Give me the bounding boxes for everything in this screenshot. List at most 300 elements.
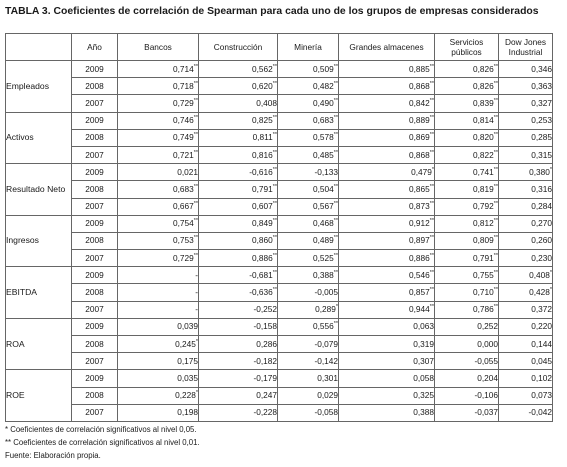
table-row xyxy=(6,95,553,112)
coefficient-value: 0,620 xyxy=(251,80,273,91)
coefficient-value: 0,718 xyxy=(172,80,194,91)
coefficient-value: 0,021 xyxy=(177,166,198,177)
coefficient-value: 0,683 xyxy=(312,115,334,126)
value-cell xyxy=(199,61,278,78)
header-empty xyxy=(6,34,72,61)
significance-marker: ** xyxy=(429,304,434,311)
significance-marker: ** xyxy=(193,149,198,156)
significance-marker: ** xyxy=(272,115,277,122)
value-cell xyxy=(339,215,435,232)
significance-marker: ** xyxy=(272,149,277,156)
value-cell xyxy=(118,370,199,387)
significance-marker: ** xyxy=(193,63,198,70)
coefficient-value: 0,175 xyxy=(177,355,198,366)
coefficient-value: 0,253 xyxy=(531,115,552,126)
coefficient-value: 0,889 xyxy=(408,115,430,126)
value-cell xyxy=(199,146,278,163)
significance-marker: ** xyxy=(493,184,498,191)
table-body xyxy=(6,61,553,422)
coefficient-value: 0,562 xyxy=(251,63,273,74)
coefficient-value: 0,307 xyxy=(413,355,434,366)
coefficient-value: 0,842 xyxy=(408,97,430,108)
value-cell xyxy=(199,129,278,146)
year-cell: 2007 xyxy=(72,250,118,267)
significance-marker: ** xyxy=(333,98,338,105)
group-label: Resultado Neto xyxy=(6,164,72,216)
value-cell xyxy=(435,232,499,249)
significance-marker: ** xyxy=(429,252,434,259)
significance-marker: ** xyxy=(272,218,277,225)
coefficient-value: 0,869 xyxy=(408,132,430,143)
coefficient-value: 0,485 xyxy=(312,149,334,160)
value-cell xyxy=(435,61,499,78)
coefficient-value: -0,037 xyxy=(474,407,498,418)
value-cell xyxy=(278,198,339,215)
significance-marker: ** xyxy=(333,115,338,122)
significance-marker: ** xyxy=(193,218,198,225)
value-cell xyxy=(435,284,499,301)
value-cell xyxy=(278,370,339,387)
year-cell: 2007 xyxy=(72,95,118,112)
table-row xyxy=(6,284,553,301)
significance-marker: * xyxy=(549,270,552,277)
coefficient-value: 0,912 xyxy=(408,218,430,229)
correlation-table xyxy=(5,33,553,422)
coefficient-value: -0,636 xyxy=(249,287,273,298)
significance-marker: ** xyxy=(193,115,198,122)
value-cell xyxy=(118,181,199,198)
coefficient-value: 0,714 xyxy=(172,63,194,74)
table-row xyxy=(6,353,553,370)
significance-marker: ** xyxy=(429,235,434,242)
coefficient-value: 0,509 xyxy=(312,63,334,74)
value-cell xyxy=(278,353,339,370)
group-label: Ingresos xyxy=(6,215,72,267)
value-cell xyxy=(199,387,278,404)
significance-marker: ** xyxy=(333,63,338,70)
value-cell xyxy=(118,353,199,370)
value-cell xyxy=(118,61,199,78)
group-label: EBITDA xyxy=(6,267,72,319)
coefficient-value: 0,220 xyxy=(531,321,552,332)
coefficient-value: 0,327 xyxy=(531,97,552,108)
coefficient-value: 0,791 xyxy=(251,183,273,194)
value-cell xyxy=(118,112,199,129)
coefficient-value: 0,578 xyxy=(312,132,334,143)
coefficient-value: - xyxy=(195,287,198,298)
significance-marker: ** xyxy=(493,235,498,242)
value-cell xyxy=(199,112,278,129)
table-title-text: Coeficientes de correlación de Spearman para cada uno de los grupos de empresas considerados xyxy=(53,6,539,17)
coefficient-value: 0,868 xyxy=(408,149,430,160)
coefficient-value: 0,868 xyxy=(408,80,430,91)
coefficient-value: 0,826 xyxy=(472,63,494,74)
significance-marker: ** xyxy=(429,81,434,88)
significance-marker: ** xyxy=(493,149,498,156)
year-cell: 2009 xyxy=(72,61,118,78)
value-cell xyxy=(339,232,435,249)
coefficient-value: 0,944 xyxy=(408,304,430,315)
header-cell: Año xyxy=(72,34,118,61)
coefficient-value: 0,885 xyxy=(408,63,430,74)
value-cell xyxy=(118,129,199,146)
value-cell xyxy=(199,215,278,232)
value-cell xyxy=(278,61,339,78)
significance-marker: ** xyxy=(193,98,198,105)
value-cell xyxy=(435,336,499,353)
coefficient-value: 0,860 xyxy=(251,235,273,246)
coefficient-value: 0,811 xyxy=(252,132,273,143)
coefficient-value: 0,683 xyxy=(172,183,194,194)
table-row xyxy=(6,370,553,387)
value-cell xyxy=(499,164,553,181)
value-cell xyxy=(199,181,278,198)
value-cell xyxy=(278,387,339,404)
coefficient-value: 0,710 xyxy=(472,287,494,298)
coefficient-value: 0,408 xyxy=(529,269,550,280)
significance-marker: ** xyxy=(429,184,434,191)
coefficient-value: 0,822 xyxy=(472,149,494,160)
coefficient-value: 0,729 xyxy=(172,97,194,108)
value-cell xyxy=(118,95,199,112)
group-label: Empleados xyxy=(6,61,72,113)
value-cell xyxy=(278,267,339,284)
coefficient-value: -0,228 xyxy=(253,407,277,418)
footnotes xyxy=(5,423,200,462)
coefficient-value: 0,607 xyxy=(251,201,273,212)
value-cell xyxy=(278,301,339,318)
value-cell xyxy=(499,129,553,146)
value-cell xyxy=(278,78,339,95)
significance-marker: ** xyxy=(193,252,198,259)
coefficient-value: 0,746 xyxy=(172,115,194,126)
table-row xyxy=(6,387,553,404)
value-cell xyxy=(339,284,435,301)
significance-marker: ** xyxy=(493,98,498,105)
value-cell xyxy=(278,250,339,267)
coefficient-value: 0,388 xyxy=(413,407,434,418)
group-label: Activos xyxy=(6,112,72,164)
significance-marker: ** xyxy=(193,235,198,242)
significance-marker: ** xyxy=(493,132,498,139)
coefficient-value: 0,865 xyxy=(408,183,430,194)
coefficient-value: 0,754 xyxy=(172,218,194,229)
value-cell xyxy=(199,284,278,301)
value-cell xyxy=(199,198,278,215)
value-cell xyxy=(199,404,278,421)
value-cell xyxy=(199,78,278,95)
value-cell xyxy=(339,250,435,267)
significance-marker: ** xyxy=(493,218,498,225)
table-title xyxy=(5,6,562,17)
value-cell xyxy=(435,78,499,95)
significance-marker: ** xyxy=(429,132,434,139)
coefficient-value: -0,079 xyxy=(314,338,338,349)
value-cell xyxy=(118,318,199,335)
value-cell xyxy=(435,318,499,335)
coefficient-value: 0,000 xyxy=(477,338,498,349)
coefficient-value: 0,792 xyxy=(472,201,494,212)
significance-marker: ** xyxy=(193,201,198,208)
value-cell xyxy=(278,112,339,129)
table-row xyxy=(6,250,553,267)
coefficient-value: 0,316 xyxy=(531,183,552,194)
value-cell xyxy=(435,267,499,284)
value-cell xyxy=(199,232,278,249)
coefficient-value: 0,285 xyxy=(531,132,552,143)
table-row xyxy=(6,146,553,163)
value-cell xyxy=(199,301,278,318)
coefficient-value: -0,055 xyxy=(474,355,498,366)
value-cell xyxy=(118,267,199,284)
significance-marker: ** xyxy=(333,252,338,259)
coefficient-value: 0,667 xyxy=(172,201,194,212)
coefficient-value: 0,252 xyxy=(477,321,498,332)
coefficient-value: 0,741 xyxy=(472,166,494,177)
value-cell xyxy=(339,387,435,404)
significance-marker: ** xyxy=(193,184,198,191)
coefficient-value: 0,873 xyxy=(408,201,430,212)
significance-marker: ** xyxy=(429,218,434,225)
significance-marker: ** xyxy=(272,235,277,242)
coefficient-value: 0,504 xyxy=(312,183,334,194)
value-cell xyxy=(278,181,339,198)
value-cell xyxy=(499,387,553,404)
significance-marker: ** xyxy=(333,321,338,328)
coefficient-value: 0,819 xyxy=(472,183,494,194)
header-cell: Minería xyxy=(278,34,339,61)
header-row xyxy=(6,34,553,61)
value-cell xyxy=(118,336,199,353)
value-cell xyxy=(278,232,339,249)
coefficient-value: 0,490 xyxy=(312,97,334,108)
value-cell xyxy=(435,370,499,387)
coefficient-value: -0,005 xyxy=(314,287,338,298)
coefficient-value: 0,729 xyxy=(172,252,194,263)
value-cell xyxy=(199,95,278,112)
coefficient-value: 0,380 xyxy=(529,166,550,177)
coefficient-value: 0,816 xyxy=(251,149,273,160)
value-cell xyxy=(118,164,199,181)
significance-marker: ** xyxy=(333,270,338,277)
coefficient-value: 0,786 xyxy=(472,304,494,315)
value-cell xyxy=(499,198,553,215)
significance-marker: ** xyxy=(429,115,434,122)
value-cell xyxy=(199,250,278,267)
year-cell: 2008 xyxy=(72,232,118,249)
value-cell xyxy=(278,164,339,181)
coefficient-value: 0,319 xyxy=(413,338,434,349)
value-cell xyxy=(435,387,499,404)
value-cell xyxy=(118,78,199,95)
year-cell: 2008 xyxy=(72,78,118,95)
coefficient-value: 0,346 xyxy=(531,63,552,74)
significance-marker: ** xyxy=(193,81,198,88)
value-cell xyxy=(499,146,553,163)
coefficient-value: 0,408 xyxy=(256,97,277,108)
significance-marker: ** xyxy=(272,166,277,173)
significance-marker: ** xyxy=(493,270,498,277)
value-cell xyxy=(435,112,499,129)
significance-marker: ** xyxy=(272,81,277,88)
coefficient-value: 0,270 xyxy=(531,218,552,229)
significance-marker: ** xyxy=(493,166,498,173)
value-cell xyxy=(278,215,339,232)
value-cell xyxy=(118,404,199,421)
value-cell xyxy=(339,336,435,353)
significance-marker: ** xyxy=(429,201,434,208)
table-row xyxy=(6,198,553,215)
value-cell xyxy=(435,198,499,215)
coefficient-value: 0,289 xyxy=(315,304,336,315)
header-cell: Bancos xyxy=(118,34,199,61)
significance-marker: ** xyxy=(493,115,498,122)
significance-marker: ** xyxy=(333,81,338,88)
value-cell xyxy=(118,146,199,163)
significance-marker: ** xyxy=(493,81,498,88)
coefficient-value: 0,428 xyxy=(529,287,550,298)
value-cell xyxy=(339,78,435,95)
significance-marker: ** xyxy=(493,63,498,70)
coefficient-value: 0,286 xyxy=(256,338,277,349)
coefficient-value: 0,284 xyxy=(531,201,552,212)
coefficient-value: 0,245 xyxy=(175,338,196,349)
coefficient-value: 0,372 xyxy=(531,304,552,315)
table-row xyxy=(6,318,553,335)
significance-marker: ** xyxy=(429,98,434,105)
value-cell xyxy=(499,61,553,78)
coefficient-value: -0,681 xyxy=(249,269,273,280)
coefficient-value: 0,247 xyxy=(256,390,277,401)
value-cell xyxy=(435,353,499,370)
value-cell xyxy=(339,95,435,112)
table-row xyxy=(6,267,553,284)
coefficient-value: 0,482 xyxy=(312,80,334,91)
coefficient-value: 0,029 xyxy=(317,390,338,401)
header-cell: Construcción xyxy=(199,34,278,61)
value-cell xyxy=(118,215,199,232)
value-cell xyxy=(435,215,499,232)
year-cell: 2007 xyxy=(72,198,118,215)
value-cell xyxy=(339,181,435,198)
coefficient-value: 0,755 xyxy=(472,269,494,280)
value-cell xyxy=(339,301,435,318)
value-cell xyxy=(278,336,339,353)
value-cell xyxy=(499,336,553,353)
coefficient-value: -0,133 xyxy=(314,166,338,177)
source-note: Fuente: Elaboración propia. xyxy=(5,451,101,460)
year-cell: 2008 xyxy=(72,336,118,353)
value-cell xyxy=(339,353,435,370)
coefficient-value: -0,142 xyxy=(314,355,338,366)
year-cell: 2008 xyxy=(72,387,118,404)
year-cell: 2008 xyxy=(72,129,118,146)
significance-marker: * xyxy=(549,166,552,173)
coefficient-value: -0,042 xyxy=(528,407,552,418)
value-cell xyxy=(339,61,435,78)
value-cell xyxy=(278,95,339,112)
coefficient-value: 0,315 xyxy=(531,149,552,160)
value-cell xyxy=(499,95,553,112)
significance-marker: * xyxy=(335,304,338,311)
footnote-single-star: * Coeficientes de correlación significativos al nivel 0,05. xyxy=(5,425,197,434)
coefficient-value: 0,567 xyxy=(312,201,334,212)
coefficient-value: 0,388 xyxy=(312,269,334,280)
coefficient-value: 0,228 xyxy=(175,390,196,401)
coefficient-value: 0,809 xyxy=(472,235,494,246)
coefficient-value: 0,849 xyxy=(251,218,273,229)
significance-marker: ** xyxy=(493,287,498,294)
table-row xyxy=(6,112,553,129)
value-cell xyxy=(199,164,278,181)
coefficient-value: 0,820 xyxy=(472,132,494,143)
header-cell: Dow Jones Industrial xyxy=(499,34,553,61)
value-cell xyxy=(278,129,339,146)
coefficient-value: 0,144 xyxy=(531,338,552,349)
value-cell xyxy=(278,318,339,335)
year-cell: 2009 xyxy=(72,164,118,181)
coefficient-value: - xyxy=(195,304,198,315)
coefficient-value: 0,814 xyxy=(472,115,494,126)
value-cell xyxy=(499,215,553,232)
value-cell xyxy=(339,318,435,335)
value-cell xyxy=(278,284,339,301)
significance-marker: ** xyxy=(272,252,277,259)
value-cell xyxy=(339,267,435,284)
year-cell: 2007 xyxy=(72,146,118,163)
value-cell xyxy=(499,404,553,421)
header-cell: Servicios públicos xyxy=(435,34,499,61)
significance-marker: ** xyxy=(429,149,434,156)
significance-marker: ** xyxy=(333,149,338,156)
year-cell: 2007 xyxy=(72,404,118,421)
significance-marker: ** xyxy=(272,201,277,208)
significance-marker: ** xyxy=(333,201,338,208)
value-cell xyxy=(499,353,553,370)
value-cell xyxy=(339,129,435,146)
coefficient-value: 0,886 xyxy=(408,252,430,263)
coefficient-value: 0,058 xyxy=(413,372,434,383)
value-cell xyxy=(435,181,499,198)
table-row xyxy=(6,336,553,353)
coefficient-value: 0,753 xyxy=(172,235,194,246)
coefficient-value: 0,102 xyxy=(531,372,552,383)
value-cell xyxy=(199,336,278,353)
table-row xyxy=(6,404,553,421)
coefficient-value: 0,839 xyxy=(472,97,494,108)
table-row xyxy=(6,164,553,181)
significance-marker: ** xyxy=(272,184,277,191)
year-cell: 2009 xyxy=(72,112,118,129)
significance-marker: ** xyxy=(333,132,338,139)
group-label: ROA xyxy=(6,318,72,370)
table-row xyxy=(6,215,553,232)
table-row xyxy=(6,301,553,318)
value-cell xyxy=(199,370,278,387)
significance-marker: * xyxy=(195,338,198,345)
significance-marker: ** xyxy=(272,287,277,294)
significance-marker: ** xyxy=(429,287,434,294)
table-row xyxy=(6,181,553,198)
value-cell xyxy=(435,250,499,267)
coefficient-value: -0,182 xyxy=(253,355,277,366)
coefficient-value: 0,035 xyxy=(177,372,198,383)
table-row xyxy=(6,78,553,95)
value-cell xyxy=(499,370,553,387)
value-cell xyxy=(499,232,553,249)
significance-marker: ** xyxy=(493,201,498,208)
coefficient-value: 0,812 xyxy=(472,218,494,229)
